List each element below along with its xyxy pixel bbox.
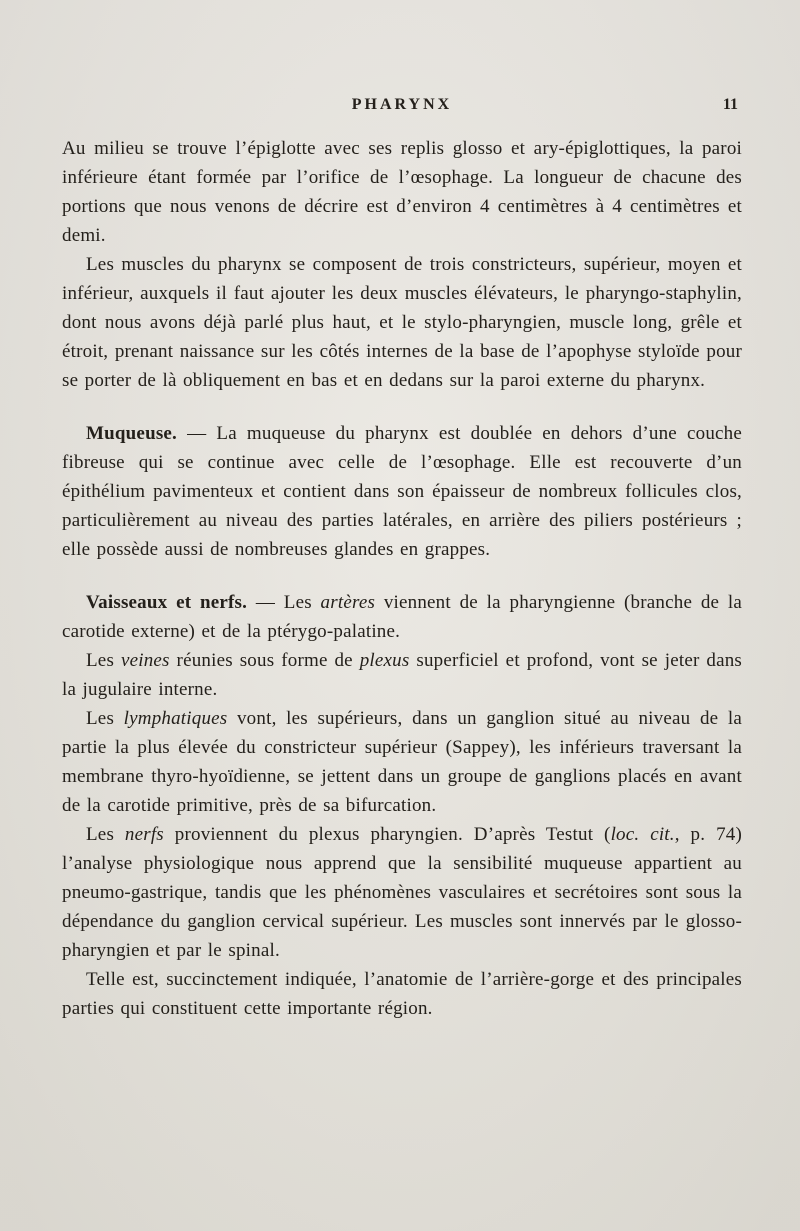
run-bold: Vaisseaux et nerfs. bbox=[86, 592, 248, 613]
paragraph bbox=[62, 820, 742, 965]
run-italic: plexus bbox=[359, 650, 410, 671]
text-run: — La muqueuse du pharynx est doublée en dehors d’une couche fibreuse qui se continue avec celle de l’œsophage. Elle est recouverte d’un épithélium pavimenteux et contient dans son épaisseur de nombreux follicules clos, particulièrement au niveau des parties latérales, en arrière des piliers postérieurs ; elle possède aussi de nombreuses glandes en grappes. bbox=[62, 423, 742, 560]
text-run: Les bbox=[86, 650, 121, 671]
paragraph bbox=[62, 419, 742, 564]
run-bold: Muqueuse. bbox=[86, 423, 178, 444]
text-run: viennent de la pharyngienne (branche de la carotide externe) et de la ptérygo-palatine. bbox=[62, 592, 742, 642]
text-run: Les muscles du pharynx se composent de trois constricteurs, supérieur, moyen et inférieur, auxquels il faut ajouter les deux muscles élévateurs, le pharyngo-staphylin, dont nous avons déjà parlé plus haut, et le stylo-pharyngien, muscle long, grêle et étroit, prenant naissance sur les côtés internes de la base de l’apophyse styloïde pour se porter de là obliquement en bas et en dedans sur la paroi externe du pharynx. bbox=[62, 254, 742, 391]
text-run: vont, les supérieurs, dans un ganglion situé au niveau de la partie la plus élevée du constricteur supérieur (Sappey), les inférieurs traversant la membrane thyro-hyoïdienne, se jettent dans un groupe de ganglions placés en avant de la carotide primitive, près de sa bifurcation. bbox=[62, 708, 742, 816]
paragraph bbox=[62, 646, 742, 704]
paragraph bbox=[62, 250, 742, 395]
run-italic: loc. cit. bbox=[610, 824, 675, 845]
text-run: proviennent du plexus pharyngien. D’après Testut ( bbox=[163, 824, 611, 845]
text-run: , p. 74) l’analyse physiologique nous apprend que la sensibilité muqueuse appartient au pneumo-gastrique, tandis que les phénomènes vasculaires et secrétoires sont sous la dépendance du ganglion cervical supérieur. Les muscles sont innervés par le glosso-pharyngien et par le spinal. bbox=[62, 824, 742, 961]
text-block bbox=[62, 134, 742, 1023]
page-header bbox=[62, 96, 742, 122]
paragraph bbox=[62, 588, 742, 646]
text-run: superficiel et profond, vont se jeter dans la jugulaire interne. bbox=[62, 650, 743, 700]
run-italic: lymphatiques bbox=[123, 708, 228, 729]
text-run: Les bbox=[86, 708, 124, 729]
run-italic: artères bbox=[320, 592, 376, 613]
text-run: Telle est, succinctement indiquée, l’anatomie de l’arrière-gorge et des principales parties qui constituent cette importante région. bbox=[62, 969, 742, 1019]
run-italic: nerfs bbox=[124, 824, 164, 845]
running-title: PHARYNX bbox=[351, 96, 453, 113]
text-run: Les bbox=[86, 824, 125, 845]
text-run: Au milieu se trouve l’épiglotte avec ses replis glosso et ary-épiglottiques, la paroi inférieure étant formée par l’orifice de l’œsophage. La longueur de chacune des portions que nous venons de décrire est d’environ 4 centimètres à 4 centimètres et demi. bbox=[62, 138, 742, 246]
paragraph bbox=[62, 134, 742, 250]
run-italic: veines bbox=[120, 650, 170, 671]
paragraph bbox=[62, 704, 742, 820]
page-number: 11 bbox=[722, 96, 738, 113]
text-run: réunies sous forme de bbox=[169, 650, 360, 671]
paragraph bbox=[62, 965, 742, 1023]
text-run: — Les bbox=[247, 592, 321, 613]
